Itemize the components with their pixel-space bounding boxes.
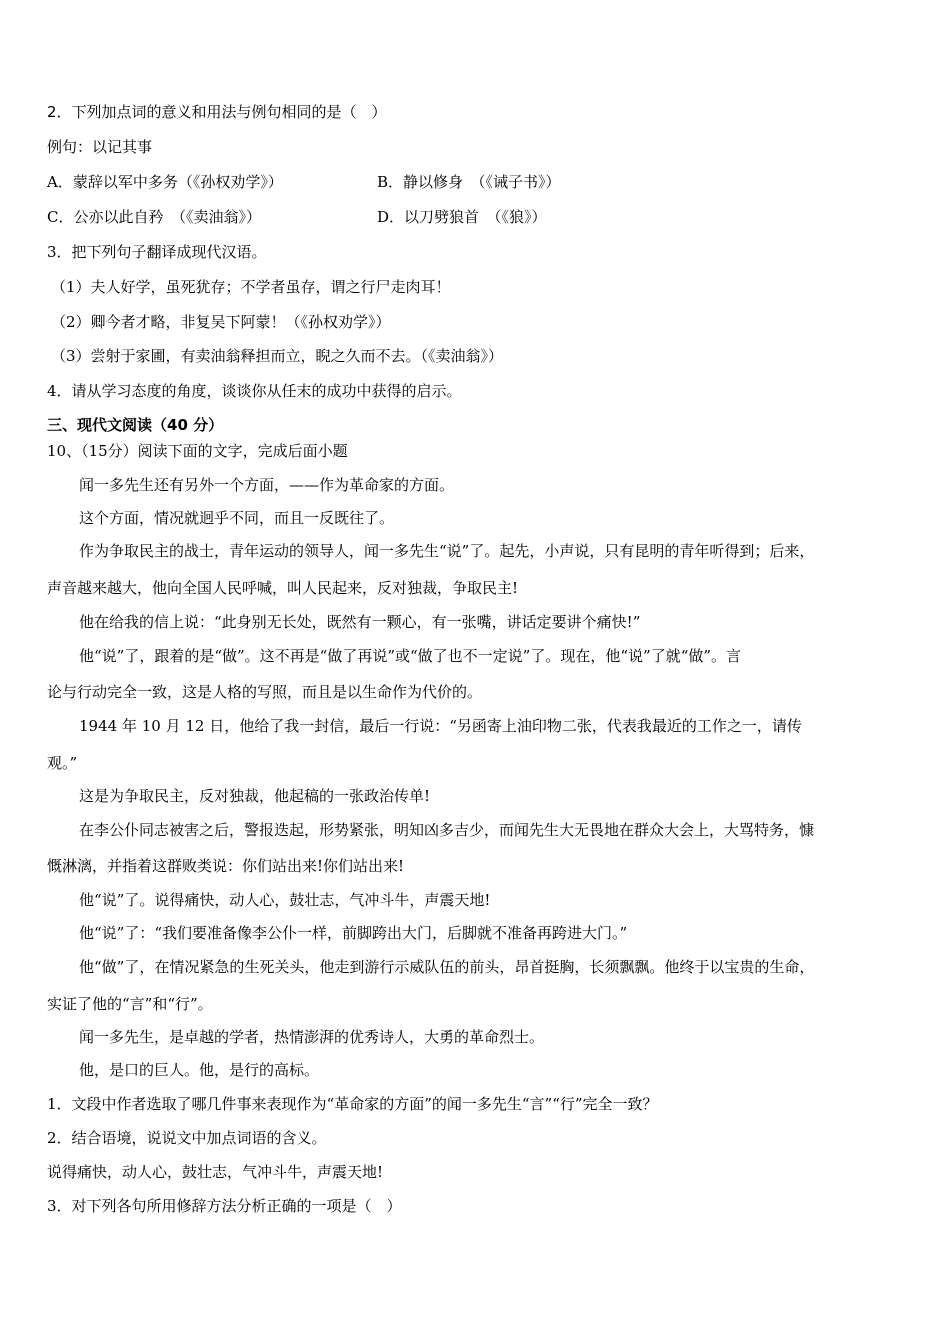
q2-option-b: B．静以修身 （《诫子书》） [377, 173, 561, 191]
passage-p9: 他“说”了。说得痛快，动人心，鼓壮志，气冲斗牛，声震天地! [79, 891, 491, 909]
subq-2: 2．结合语境，说说文中加点词语的含义。 [47, 1129, 327, 1147]
passage-p4: 他在给我的信上说：“此身别无长处，既然有一颗心，有一张嘴，讲话定要讲个痛快!” [79, 613, 641, 631]
passage-p1: 闻一多先生还有另外一个方面，——作为革命家的方面。 [79, 476, 455, 494]
passage-p12: 闻一多先生，是卓越的学者，热情澎湃的优秀诗人，大勇的革命烈士。 [79, 1028, 545, 1046]
passage-p10: 他“说”了：“我们要准备像李公仆一样，前脚跨出大门，后脚就不准备再跨进大门。” [79, 924, 628, 942]
passage-p11-line2: 实证了他的“言”和“行”。 [47, 995, 213, 1013]
q10-intro: 10、（15分）阅读下面的文字，完成后面小题 [47, 442, 348, 460]
passage-p7: 这是为争取民主，反对独裁，他起稿的一张政治传单! [79, 787, 431, 805]
passage-p13: 他，是口的巨人。他，是行的高标。 [79, 1061, 320, 1079]
passage-p6-line1: 1944 年 10 月 12 日，他给了我一封信，最后一行说：“另函寄上油印物二张，代表我最近的工作之一，请传 [79, 717, 802, 735]
q3-item-1: （1）夫人好学，虽死犹存；不学者虽存，谓之行尸走肉耳！ [51, 278, 451, 296]
q3-item-2: （2）卿今者才略，非复吴下阿蒙！（《孙权劝学》） [51, 313, 391, 331]
q2-example: 例句：以记其事 [47, 138, 153, 156]
passage-p6-line2: 观。” [47, 754, 78, 772]
passage-p5-line1: 他“说”了，跟着的是“做”。这不再是“做了再说”或“做了也不一定说”了。现在，他“说”了就“做”。言 [79, 647, 742, 665]
passage-p8-line2: 慨淋漓，并指着这群败类说：你们站出来!你们站出来! [47, 857, 405, 875]
q2-option-a: A．蒙辞以军中多务（《孙权劝学》） [47, 173, 283, 191]
passage-p3-line2: 声音越来越大，他向全国人民呼喊，叫人民起来，反对独裁，争取民主! [47, 579, 519, 597]
passage-p3-line1: 作为争取民主的战士，青年运动的领导人，闻一多先生“说”了。起先，小声说，只有昆明的青年听得到；后来， [79, 542, 815, 560]
subq-3: 3．对下列各句所用修辞方法分析正确的一项是（ ） [47, 1197, 402, 1215]
q2-stem: 2．下列加点词的意义和用法与例句相同的是（ ） [47, 103, 387, 121]
passage-p11-line1: 他“做”了，在情况紧急的生死关头，他走到游行示威队伍的前头，昂首挺胸，长须飘飘。他终于以宝贵的生命， [79, 958, 815, 976]
q3-item-3: （3）尝射于家圃，有卖油翁释担而立，睨之久而不去。（《卖油翁》） [51, 347, 504, 365]
q3-stem: 3．把下列句子翻译成现代汉语。 [47, 243, 267, 261]
passage-p8-line1: 在李公仆同志被害之后，警报迭起，形势紧张，明知凶多吉少，而闻先生大无畏地在群众大会上，大骂特务，慷 [79, 821, 815, 839]
passage-p2: 这个方面，情况就迥乎不同，而且一反既往了。 [79, 509, 395, 527]
section-heading: 三、现代文阅读（40 分） [47, 416, 224, 434]
q2-option-d: D．以刀劈狼首 （《狼》） [377, 208, 547, 226]
subq-2-quote: 说得痛快，动人心，鼓壮志，气冲斗牛，声震天地! [47, 1163, 384, 1181]
passage-p5-line2: 论与行动完全一致，这是人格的写照，而且是以生命作为代价的。 [47, 683, 483, 701]
q2-option-c: C．公亦以此自矜 （《卖油翁》） [47, 208, 261, 226]
q4-stem: 4．请从学习态度的角度，谈谈你从任末的成功中获得的启示。 [47, 382, 462, 400]
subq-1: 1．文段中作者选取了哪几件事来表现作为“革命家的方面”的闻一多先生“言”“行”完全一致？ [47, 1095, 658, 1113]
